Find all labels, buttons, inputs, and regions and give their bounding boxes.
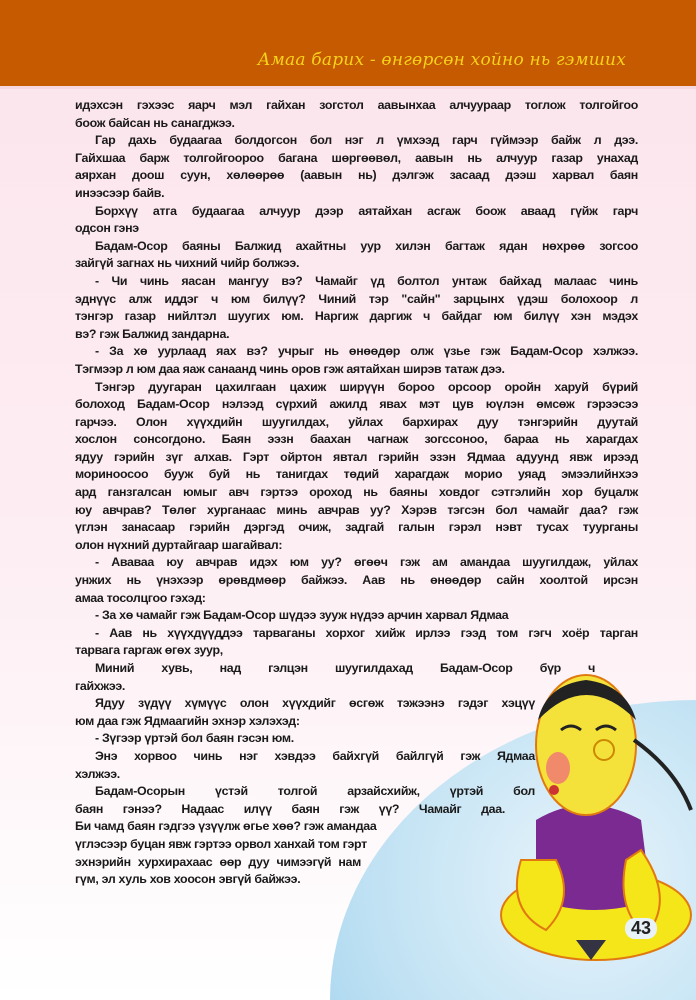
text-line: - Ававаа юу авчрав идэх юм уу? өгөөч гэж ам амандаа шуугилдаж, уйлах	[95, 555, 638, 570]
text-line: - За хө уурлаад яах вэ? учрыг нь өнөөдөр олж үзье гэж Бадам-Осор хэлжээ.	[95, 344, 638, 359]
text-line: вэ? гэж Балжид зандарна.	[75, 326, 230, 341]
page-number: 43	[625, 918, 657, 939]
text-line: одсон гэнэ	[75, 221, 139, 236]
text-line: идэхсэн гэхээс яарч мэл гайхан зогстол аавынхаа алчуураар тоглож толгойгоо	[75, 98, 638, 112]
text-line: ядуу гэрийн зүг алхав. Гэрт ойртон явтал гэрийн эзэн Ядмаа адуунд явж ирээд	[75, 449, 638, 464]
text-line: юу авчрав? Төлөг хурганаас минь авчрав уу? Хэрэв тэгсэн бол чамайг даа? гэж	[75, 502, 638, 517]
text-line: үглэсээр буцан явж гэртээ орвол ханхай том гэрт	[75, 836, 367, 851]
text-line: тэнгэр газар нийлтэл шуугих юм. Наргиж даргиж ч байдаг юм билүү хэн мэдэх	[75, 309, 638, 324]
text-line: болоход Бадам-Осор нэлээд сүрхий ажилд явах мэт цув юүлэн өмсөж гэрээсээ	[75, 397, 638, 412]
text-line: ард ганзгалсан юмыг авч гэртээ ороход нь баяны ховдог сэтгэлийн хор буцалж	[75, 485, 638, 500]
text-line: юм даа гэж Ядмаагийн эхнэр хэлэхэд:	[75, 713, 300, 728]
text-line: боож байсан нь санагджээ.	[75, 115, 235, 130]
text-line: гарчээ. Олон хүүхдийн шуугилдах, уйлах бархирах дуу тэнгэрийн дуутай	[75, 414, 638, 429]
text-line: - Зүгээр үртэй бол баян гэсэн юм.	[95, 731, 294, 746]
text-line: Гар дахь будаагаа болдогсон бол нэг л үмхээд гарч гүймээр байж л дээ.	[95, 133, 638, 148]
text-line: Ядуу зүдүү хүмүүс олон хүүхдийг өсгөж тэжээнэ гэдэг хэцүү	[95, 696, 535, 711]
text-line: амаа тосолцгоо гэхэд:	[75, 590, 206, 605]
chapter-title: Амаа барих - өнгөрсөн хойно нь гэмших	[257, 50, 626, 70]
text-line: хослон сонсогдоно. Баян ээзн баахан чагнаж зогссоноо, бараа нь харагдах	[75, 432, 638, 447]
text-line: тарвага гаргаж өгөх зуур,	[75, 643, 223, 658]
text-line: Энэ хорвоо чинь нэг хэвдээ байхгүй байлгүй гэж Ядмаа	[95, 748, 535, 763]
text-line: зайгүй загнах нь чихний чийр болжээ.	[75, 256, 300, 271]
text-line: аярхан доош суун, хөлөөрөө (аавын нь) дэлгэж засаад дээш харвал баян	[75, 168, 638, 183]
text-line: олон нүхний дуртайгаар шагайвал:	[75, 537, 283, 552]
text-line: Тэгмээр л юм даа яаж санаанд чинь оров гэж аятайхан ширэв татаж дээ.	[75, 361, 505, 376]
chapter-header-band	[0, 0, 696, 89]
text-line: эхнэрийн хурхирахаас өөр дуу чимээгүй нам	[75, 854, 362, 869]
text-line: баян гэнээ? Надаас илүү баян гэж үү? Чамайг даа.	[75, 801, 505, 816]
text-line: - За хө чамайг гэж Бадам-Осор шүдээ зууж нүдээ арчин харвал Ядмаа	[95, 608, 509, 623]
text-line: - Чи чинь яасан мангуу вэ? Чамайг үд болтол унтаж байхад малаас чинь	[95, 273, 638, 288]
text-line: Бадам-Осор баяны Балжид ахайтны уур хилэн багтаж ядан нөхрөө зогсоо	[95, 238, 638, 253]
text-line: Миний хувь, над гэлцэн шуугилдахад Бадам-Осор бүр ч	[95, 661, 595, 675]
text-line: Гайхшаа барж толгойгоороо багана шөргөөвөл, аавын нь алчуур газар унахад	[75, 150, 638, 165]
text-line: хэлжээ.	[75, 766, 120, 781]
text-line: - Аав нь хүүхдүүддээ тарваганы хорхог хийж ирлээ гээд том гэгч хоёр тарган	[95, 625, 638, 640]
text-line: мориноосоо бууж буй нь танигдах төдий харагдаж морио уяад эмээлийнхээ	[75, 467, 638, 482]
text-line: инээсээр байв.	[75, 185, 165, 200]
text-line: үглэн занасаар гэрийн дэргэд очиж, задгай галын гэрэл нэвт тусах туурганы	[75, 520, 638, 535]
text-line: гайхжээ.	[75, 678, 126, 693]
text-line: Би чамд баян гэдгээ үзүүлж өгье хөө? гэж амандаа	[75, 819, 377, 834]
text-line: унжих нь үнэхээр өрөвдмөөр байжээ. Аав нь өнөөдөр сайн хоолтой ирсэн	[75, 573, 638, 588]
text-line: гүм, эл хуль хов хоосон эвгүй байжээ.	[75, 872, 301, 887]
text-line: Борхүү атга будаагаа алчуур дээр аятайхан асгаж боож аваад гүйж гарч	[95, 203, 638, 218]
text-line: эднүүс алж иддэг ч юм билүү? Чиний тэр "сайн" зарцынх үдэш болохоор л	[75, 291, 638, 306]
story-body-text	[75, 97, 638, 889]
text-line: Бадам-Осорын үстэй толгой арзайсхийж, үртэй бол	[95, 784, 535, 799]
text-line: Тэнгэр дуугаран цахилгаан цахиж ширүүн бороо орсоор оройн харуй бүрий	[95, 379, 638, 394]
